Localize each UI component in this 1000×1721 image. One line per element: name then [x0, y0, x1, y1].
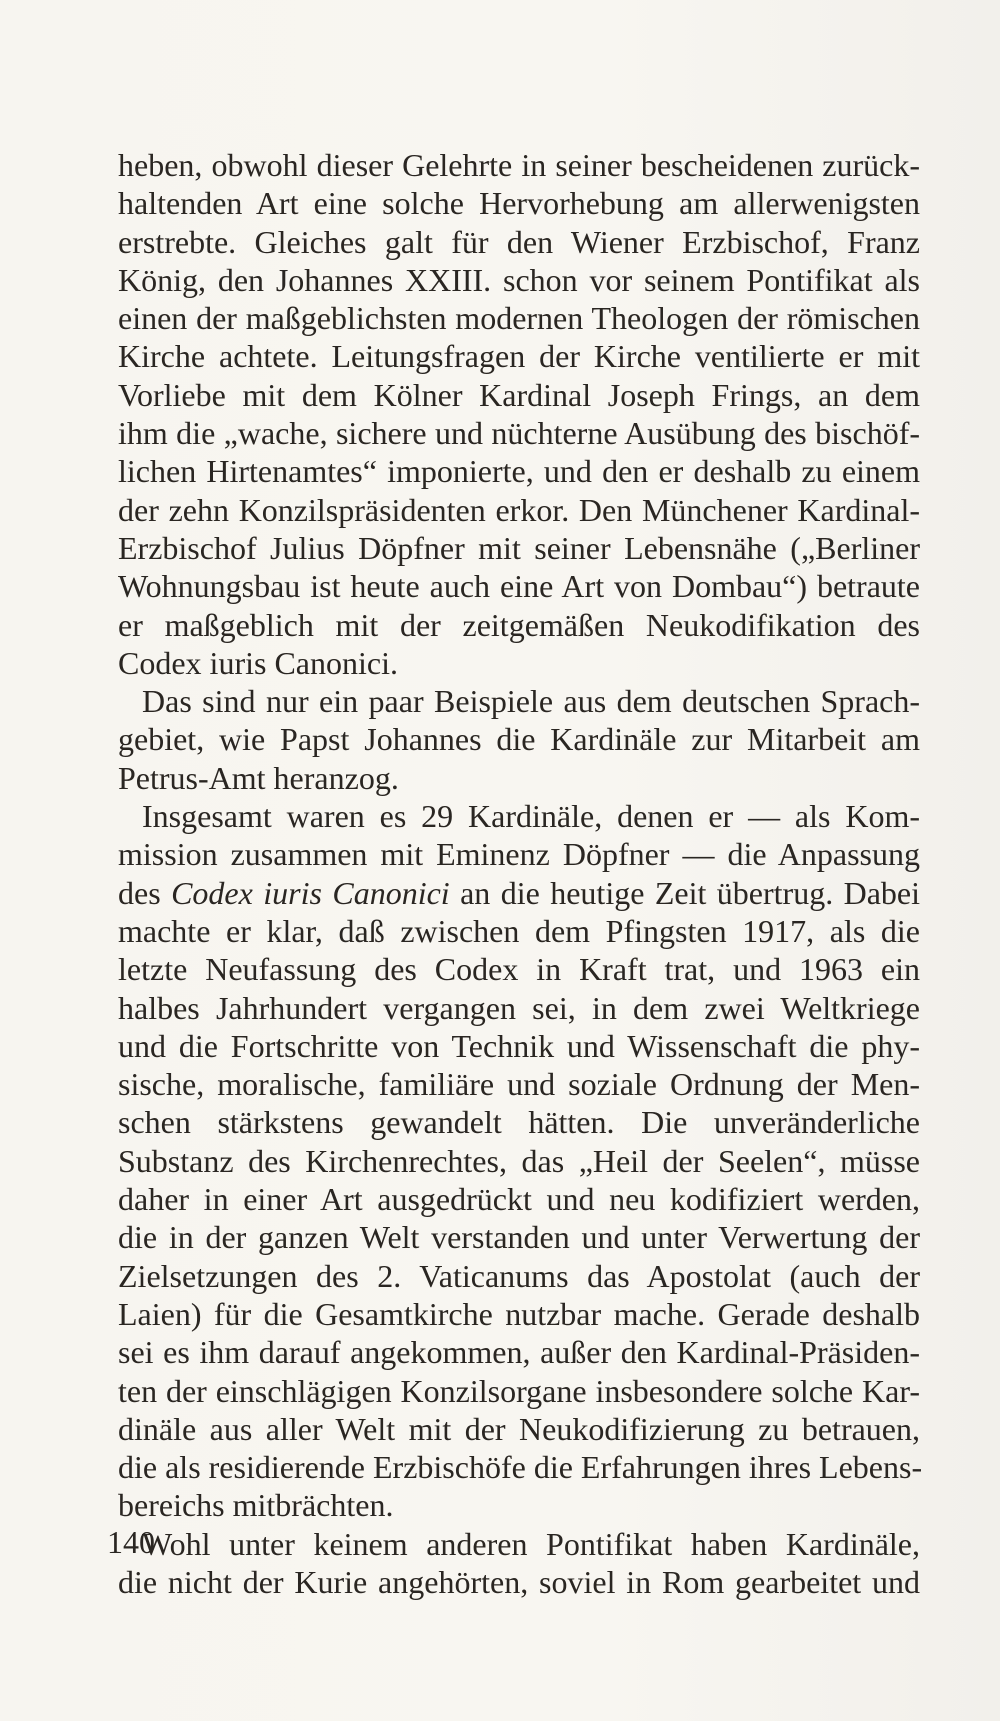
- text-line: Das sind nur ein paar Beispiele aus dem deutschen Sprach-: [142, 683, 920, 720]
- text-line: und die Fortschritte von Technik und Wissenschaft die phy-: [118, 1027, 920, 1064]
- text-line: Wohl unter keinem anderen Pontifikat haben Kardinäle,: [142, 1525, 920, 1562]
- text-line: lichen Hirtenamtes“ imponierte, und den er deshalb zu einem: [118, 453, 920, 490]
- text-line: Petrus-Amt heranzog.: [118, 759, 399, 796]
- text-line: daher in einer Art ausgedrückt und neu kodifiziert werden,: [118, 1181, 920, 1218]
- text-line: die als residierende Erzbischöfe die Erfahrungen ihres Lebens-: [118, 1449, 923, 1486]
- text-line: mission zusammen mit Eminenz Döpfner — die Anpassung: [118, 836, 920, 873]
- italic-title: Codex iuris Canonici: [171, 874, 450, 911]
- text-line: sische, moralische, familiäre und soziale Ordnung der Men-: [118, 1066, 920, 1103]
- text-line: gebiet, wie Papst Johannes die Kardinäle zur Mitarbeit am: [118, 721, 920, 758]
- text-line: König, den Johannes XXIII. schon vor seinem Pontifikat als: [118, 261, 920, 298]
- text-line: haltenden Art eine solche Hervorhebung am allerwenigsten: [118, 185, 920, 222]
- text-line: Kirche achtete. Leitungsfragen der Kirche ventilierte er mit: [118, 338, 920, 375]
- text-line: heben, obwohl dieser Gelehrte in seiner bescheidenen zurück-: [118, 147, 920, 183]
- text-line: letzte Neufassung des Codex in Kraft trat, und 1963 ein: [118, 951, 920, 988]
- text-line: Zielsetzungen des 2. Vaticanums das Apostolat (auch der: [118, 1257, 920, 1294]
- text-line: ihm die „wache, sichere und nüchterne Ausübung des bischöf-: [118, 415, 920, 452]
- text-line: des Codex iuris Canonici an die heutige Zeit übertrug. Dabei: [118, 874, 921, 911]
- text-line: machte er klar, daß zwischen dem Pfingsten 1917, als die: [118, 912, 920, 949]
- text-line: Substanz des Kirchenrechtes, das „Heil der Seelen“, müsse: [118, 1142, 920, 1179]
- text-line: Vorliebe mit dem Kölner Kardinal Joseph Frings, an dem: [118, 376, 920, 413]
- text-line: Wohnungsbau ist heute auch eine Art von Dombau“) betraute: [118, 568, 920, 605]
- text-line: dinäle aus aller Welt mit der Neukodifizierung zu betrauen,: [118, 1410, 920, 1447]
- text-line: bereichs mitbrächten.: [118, 1487, 394, 1524]
- text-line: die nicht der Kurie angehörten, soviel in Rom gearbeitet und: [118, 1563, 920, 1600]
- text-line: Laien) für die Gesamtkirche nutzbar mache. Gerade deshalb: [118, 1295, 920, 1332]
- paragraph-3: [118, 797, 923, 1525]
- body-text: [118, 146, 923, 1601]
- text-line: der zehn Konzilspräsidenten erkor. Den Münchener Kardinal-: [118, 491, 920, 528]
- page-number: 140: [107, 1524, 155, 1560]
- text-line: er maßgeblich mit der zeitgemäßen Neukodifikation des: [118, 606, 920, 643]
- text-line: schen stärkstens gewandelt hätten. Die unveränderliche: [118, 1104, 920, 1141]
- text-line: ten der einschlägigen Konzilsorgane insbesondere solche Kar-: [118, 1372, 920, 1409]
- text-line: Erzbischof Julius Döpfner mit seiner Lebensnähe („Berliner: [118, 529, 920, 566]
- text-line: einen der maßgeblichsten modernen Theologen der römischen: [118, 300, 920, 337]
- text-line: die in der ganzen Welt verstanden und unter Verwertung der: [118, 1219, 920, 1256]
- text-line: sei es ihm darauf angekommen, außer den Kardinal-Präsiden-: [118, 1334, 920, 1371]
- text-line: Insgesamt waren es 29 Kardinäle, denen er — als Kom-: [142, 798, 920, 835]
- text-line: halbes Jahrhundert vergangen sei, in dem zwei Weltkriege: [118, 989, 920, 1026]
- text-line: erstrebte. Gleiches galt für den Wiener Erzbischof, Franz: [118, 223, 920, 260]
- paragraph-2: [118, 682, 920, 797]
- paragraph-1: [118, 146, 920, 682]
- paragraph-4: [118, 1525, 920, 1602]
- text-line: Codex iuris Canonici.: [118, 644, 398, 681]
